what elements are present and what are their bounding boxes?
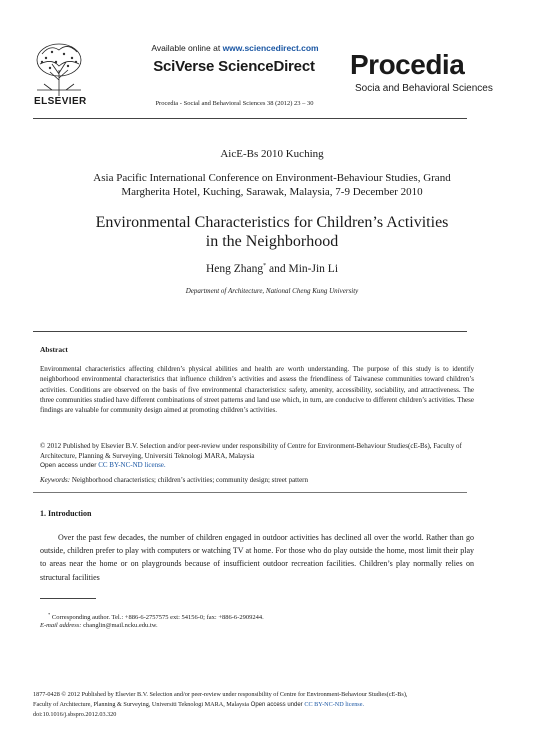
doi[interactable]: doi:10.1016/j.sbspro.2012.03.320	[33, 711, 117, 718]
footnote-contact: Corresponding author. Tel.: +886-6-2757575 ext: 54156-0; fax: +886-6-2909244.	[50, 614, 264, 622]
journal-citation: Procedia - Social and Behavioral Sciences 38 (2012) 23 – 30	[155, 100, 314, 107]
abstract-heading: Abstract	[40, 345, 68, 354]
available-online-line	[130, 43, 340, 53]
open-access-label: Open access under	[40, 462, 99, 469]
procedia-logo-title: Procedia	[350, 49, 465, 80]
author-rest: and Min-Jin Li	[266, 263, 339, 275]
conference-short-name: AicE-Bs 2010 Kuching	[220, 148, 324, 160]
keywords-label: Keywords:	[40, 476, 71, 484]
bottom-open-access: Open access under	[248, 702, 305, 708]
title-line-1: Environmental Characteristics for Children’s Activities	[95, 214, 449, 231]
elsevier-tree-logo	[32, 40, 86, 96]
abstract-top-rule	[33, 331, 467, 332]
conference-line-2: Margherita Hotel, Kuching, Sarawak, Malaysia, 7-9 December 2010	[121, 186, 423, 198]
abstract-bottom-rule	[33, 492, 467, 493]
conference-full-name	[40, 171, 504, 199]
introduction-heading: 1. Introduction	[40, 509, 92, 518]
paper-title	[40, 213, 504, 251]
email-value: changlin@mail.ncku.edu.tw.	[81, 622, 158, 629]
email-label: E-mail address:	[40, 622, 82, 629]
copyright-text: © 2012 Published by Elsevier B.V. Selection and/or peer-review under responsibility of Centre for Environment-Behaviour Studies(cE-Bs), Faculty of Architecture, Planning & Surveying, Universiti Teknologi MARA, Malaysia	[40, 442, 462, 460]
affiliation: Department of Architecture, National Cheng Kung University	[185, 287, 359, 295]
footnote-rule	[40, 598, 96, 599]
abstract-text: Environmental characteristics affecting children’s physical abilities and health are worth understanding. The purpose of this study is to identify neighborhood environmental characteristics that influence children’s activities and assess the friendliness of Taiwanese communities toward children’s activities. Conditions are observed on the basis of five environmental characteristics: safety, amenity, accessibility, sociability, and attractiveness. The three communities studied have different combinations of street patterns and land use which, in turn, are conducive to different children’s activities. These findings are valuable for community design aimed at promoting children’s activities.	[40, 365, 474, 415]
sciverse-logo-text: SciVerse ScienceDirect	[153, 58, 315, 75]
bottom-publication-info	[33, 690, 513, 720]
header-rule	[33, 118, 467, 119]
conference-line-1: Asia Pacific International Conference on Environment-Behaviour Studies, Grand	[93, 172, 451, 184]
bottom-affiliation: Faculty of Architecture, Planning & Surveying, Universiti Teknologi MARA, Malaysia	[33, 701, 249, 708]
footnote-mark: *	[48, 612, 51, 617]
copyright-notice	[40, 442, 474, 471]
title-line-2: in the Neighborhood	[205, 233, 339, 250]
corresponding-mark: *	[263, 263, 267, 270]
procedia-logo-subtitle: Socia and Behavioral Sciences	[355, 83, 493, 94]
keywords	[40, 476, 474, 484]
bottom-license-link[interactable]: CC BY-NC-ND license.	[304, 701, 364, 708]
bottom-line-2	[33, 700, 513, 710]
footnote-author	[48, 612, 468, 621]
keywords-list: Neighborhood characteristics; children’s activities; community design; street pattern	[70, 476, 309, 484]
available-prefix: Available online at	[151, 43, 223, 53]
elsevier-wordmark: ELSEVIER	[34, 96, 87, 107]
bottom-line-1: 1877-0428 © 2012 Published by Elsevier B.V. Selection and/or peer-review under responsibility of Centre for Environment-Behaviour Studies(cE-Bs),	[33, 691, 408, 698]
license-link[interactable]: CC BY-NC-ND license.	[98, 461, 166, 469]
introduction-text: Over the past few decades, the number of children engaged in outdoor activities has declined all over the world. Rather than go outside, children prefer to play with computers or watching TV at home. For those who do play outside the home, most limit their play to areas near the home or on playgrounds because of insufficient outdoor recreation facilities. Children’s play normally relies on structural facilities	[40, 533, 474, 582]
authors	[40, 263, 504, 275]
author-1: Heng Zhang	[205, 263, 264, 275]
sciencedirect-link[interactable]: www.sciencedirect.com	[222, 43, 319, 53]
footnote-email	[40, 622, 460, 629]
